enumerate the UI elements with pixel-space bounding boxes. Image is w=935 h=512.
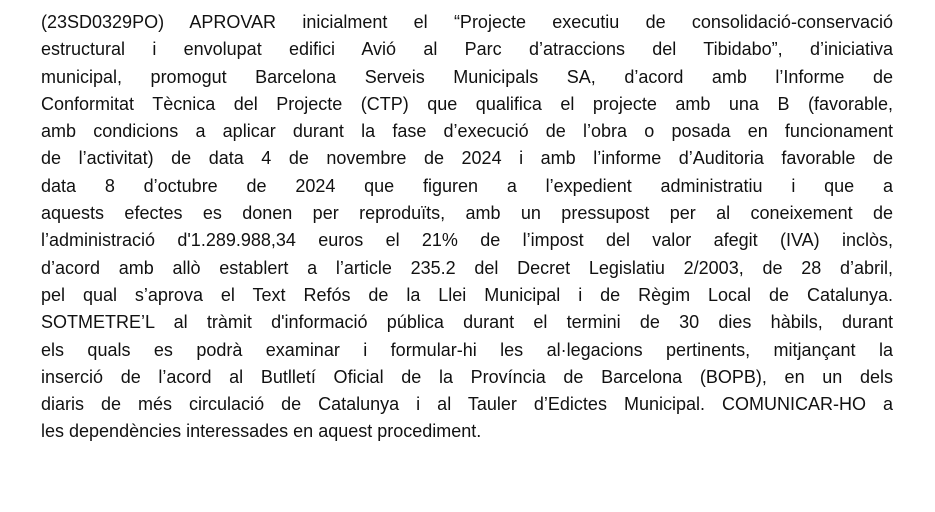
paragraph-line-4: Conformitat Tècnica del Projecte (CTP) que qualifica el projecte amb una B (favorable,: [41, 93, 893, 114]
paragraph-line-12: SOTMETRE’L al tràmit d'informació pública durant el termini de 30 dies hàbils, durant: [41, 312, 893, 333]
paragraph-line-16: les dependències interessades en aquest procediment.: [41, 421, 482, 442]
paragraph-line-2: estructural i envolupat edifici Avió al Parc d’atraccions del Tibidabo”, d’iniciativa: [41, 39, 893, 60]
paragraph-line-5: amb condicions a aplicar durant la fase d’execució de l’obra o posada en funcionament: [41, 121, 893, 142]
paragraph-line-1: (23SD0329PO) APROVAR inicialment el “Projecte executiu de consolidació-conservació: [41, 12, 893, 32]
paragraph-line-8: aquests efectes es donen per reproduïts, amb un pressupost per al coneixement de: [41, 203, 893, 224]
paragraph-line-10: d’acord amb allò establert a l’article 235.2 del Decret Legislatiu 2/2003, de 28 d’abril,: [41, 257, 893, 278]
document-paragraph: [41, 9, 893, 446]
paragraph-line-13: els quals es podrà examinar i formular-hi les al·legacions pertinents, mitjançant la: [41, 339, 893, 360]
paragraph-line-6: de l’activitat) de data 4 de novembre de 2024 i amb l’informe d’Auditoria favorable de: [41, 148, 893, 169]
paragraph-line-11: pel qual s’aprova el Text Refós de la Llei Municipal i de Règim Local de Catalunya.: [41, 284, 893, 305]
paragraph-line-14: inserció de l’acord al Butlletí Oficial de la Província de Barcelona (BOPB), en un dels: [41, 366, 893, 387]
paragraph-line-3: municipal, promogut Barcelona Serveis Municipals SA, d’acord amb l’Informe de: [41, 66, 893, 87]
paragraph-line-7: data 8 d’octubre de 2024 que figuren a l’expedient administratiu i que a: [41, 175, 893, 196]
paragraph-line-9: l’administració d'1.289.988,34 euros el 21% de l’impost del valor afegit (IVA) inclòs,: [41, 230, 893, 251]
paragraph-line-15: diaris de més circulació de Catalunya i al Tauler d’Edictes Municipal. COMUNICAR-HO a: [41, 394, 893, 415]
